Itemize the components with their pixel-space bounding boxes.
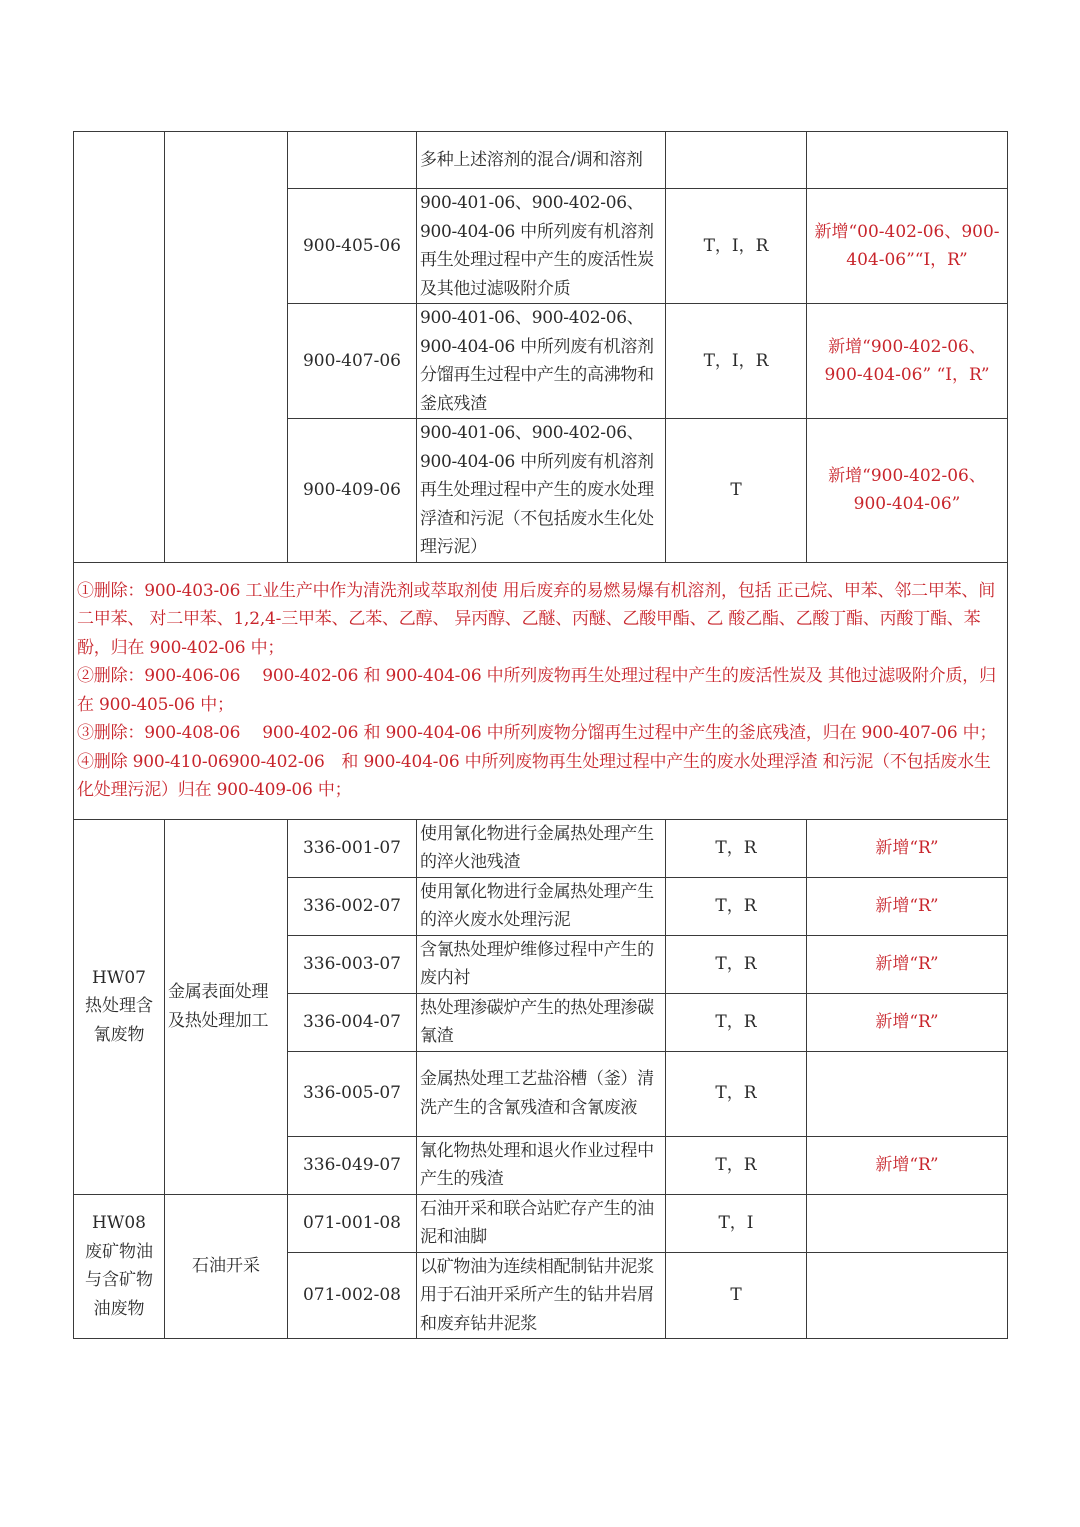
- waste-code: 900-409-06: [288, 419, 417, 563]
- table-row: [74, 819, 1008, 877]
- waste-code: 336-003-07: [288, 935, 417, 993]
- waste-code: 336-049-07: [288, 1136, 417, 1194]
- hazard-property: T，R: [666, 877, 807, 935]
- change-note: 新增“00-402-06、900-404-06”“I，R”: [807, 189, 1008, 304]
- waste-description: 以矿物油为连续相配制钻井泥浆用于石油开采所产生的钻井岩屑和废弃钻井泥浆: [417, 1252, 666, 1339]
- waste-description: 使用氰化物进行金属热处理产生的淬火池残渣: [417, 819, 666, 877]
- industry-cell-empty: [165, 132, 288, 563]
- change-note: 新增“900-402-06、900-404-06” “I，R”: [807, 304, 1008, 419]
- category-code: HW07: [92, 967, 146, 988]
- hazard-property: T，I，R: [666, 304, 807, 419]
- hazard-property: T，R: [666, 819, 807, 877]
- waste-description: 氰化物热处理和退火作业过程中产生的残渣: [417, 1136, 666, 1194]
- deletion-notes-row: [74, 562, 1008, 819]
- hazard-property: T: [666, 419, 807, 563]
- change-note: [807, 132, 1008, 189]
- category-name: 废矿物油与含矿物油废物: [85, 1241, 153, 1319]
- note-3: ③删除：900-408-06 900-402-06 和 900-404-06 中所列废物分馏再生过程中产生的釜底残渣，归在 900-407-06 中；: [77, 723, 997, 743]
- waste-code: 336-002-07: [288, 877, 417, 935]
- waste-code: 900-405-06: [288, 189, 417, 304]
- waste-description: 使用氰化物进行金属热处理产生的淬火废水处理污泥: [417, 877, 666, 935]
- change-note: [807, 1051, 1008, 1136]
- hazard-property: T，R: [666, 993, 807, 1051]
- waste-description: 热处理渗碳炉产生的热处理渗碳氰渣: [417, 993, 666, 1051]
- industry-cell: 石油开采: [165, 1194, 288, 1339]
- industry-cell: 金属表面处理及热处理加工: [165, 819, 288, 1194]
- change-note: 新增“R”: [807, 935, 1008, 993]
- hazard-property: T: [666, 1252, 807, 1339]
- waste-code: 071-002-08: [288, 1252, 417, 1339]
- change-note: 新增“R”: [807, 819, 1008, 877]
- hazard-property: [666, 132, 807, 189]
- change-note: 新增“R”: [807, 1136, 1008, 1194]
- change-note: [807, 1252, 1008, 1339]
- change-note: 新增“R”: [807, 993, 1008, 1051]
- change-note: 新增“R”: [807, 877, 1008, 935]
- note-1: ①删除：900-403-06 工业生产中作为清洗剂或萃取剂使 用后废弃的易燃易爆有机溶剂，包括 正己烷、甲苯、邻二甲苯、间二甲苯、 对二甲苯、1,2,4-三甲苯、乙苯、乙醇、 异丙醇、乙醚、丙醚、乙酸甲酯、乙 酸乙酯、乙酸丁酯、丙酸丁酯、苯酚，归在 900-402-06 中；: [77, 580, 996, 658]
- waste-code: [288, 132, 417, 189]
- change-note: 新增“900-402-06、900-404-06”: [807, 419, 1008, 563]
- table-row: [74, 132, 1008, 189]
- category-name: 热处理含氰废物: [85, 996, 153, 1045]
- change-note: [807, 1194, 1008, 1252]
- hazard-property: T，R: [666, 935, 807, 993]
- hazard-property: T，I: [666, 1194, 807, 1252]
- waste-description: 900-401-06、900-402-06、900-404-06 中所列废有机溶剂再生处理过程中产生的废活性炭及其他过滤吸附介质: [417, 189, 666, 304]
- category-cell: [74, 819, 165, 1194]
- hazard-property: T，R: [666, 1136, 807, 1194]
- deletion-notes: [74, 562, 1008, 819]
- hazardous-waste-table: [73, 131, 1008, 1339]
- category-code: HW08: [92, 1213, 146, 1234]
- waste-code: 071-001-08: [288, 1194, 417, 1252]
- waste-description: 900-401-06、900-402-06、900-404-06 中所列废有机溶剂分馏再生过程中产生的高沸物和釜底残渣: [417, 304, 666, 419]
- waste-description: 含氰热处理炉维修过程中产生的废内衬: [417, 935, 666, 993]
- category-cell: [74, 1194, 165, 1339]
- waste-code: 900-407-06: [288, 304, 417, 419]
- waste-description: 金属热处理工艺盐浴槽（釜）清洗产生的含氰残渣和含氰废液: [417, 1051, 666, 1136]
- waste-code: 336-005-07: [288, 1051, 417, 1136]
- note-4: ④删除 900-410-06900-402-06 和 900-404-06 中所列废物再生处理过程中产生的废水处理浮渣 和污泥（不包括废水生化处理污泥）归在 900-409-06 中；: [77, 751, 991, 800]
- waste-description: 多种上述溶剂的混合/调和溶剂: [417, 132, 666, 189]
- table-row: [74, 1194, 1008, 1252]
- waste-code: 336-004-07: [288, 993, 417, 1051]
- waste-description: 石油开采和联合站贮存产生的油泥和油脚: [417, 1194, 666, 1252]
- waste-description: 900-401-06、900-402-06、900-404-06 中所列废有机溶剂再生处理过程中产生的废水处理浮渣和污泥（不包括废水生化处理污泥）: [417, 419, 666, 563]
- note-2: ②删除：900-406-06 900-402-06 和 900-404-06 中所列废物再生处理过程中产生的废活性炭及 其他过滤吸附介质，归在 900-405-06 中；: [77, 666, 996, 715]
- waste-code: 336-001-07: [288, 819, 417, 877]
- hazard-property: T，R: [666, 1051, 807, 1136]
- hazard-property: T，I，R: [666, 189, 807, 304]
- category-cell-empty: [74, 132, 165, 563]
